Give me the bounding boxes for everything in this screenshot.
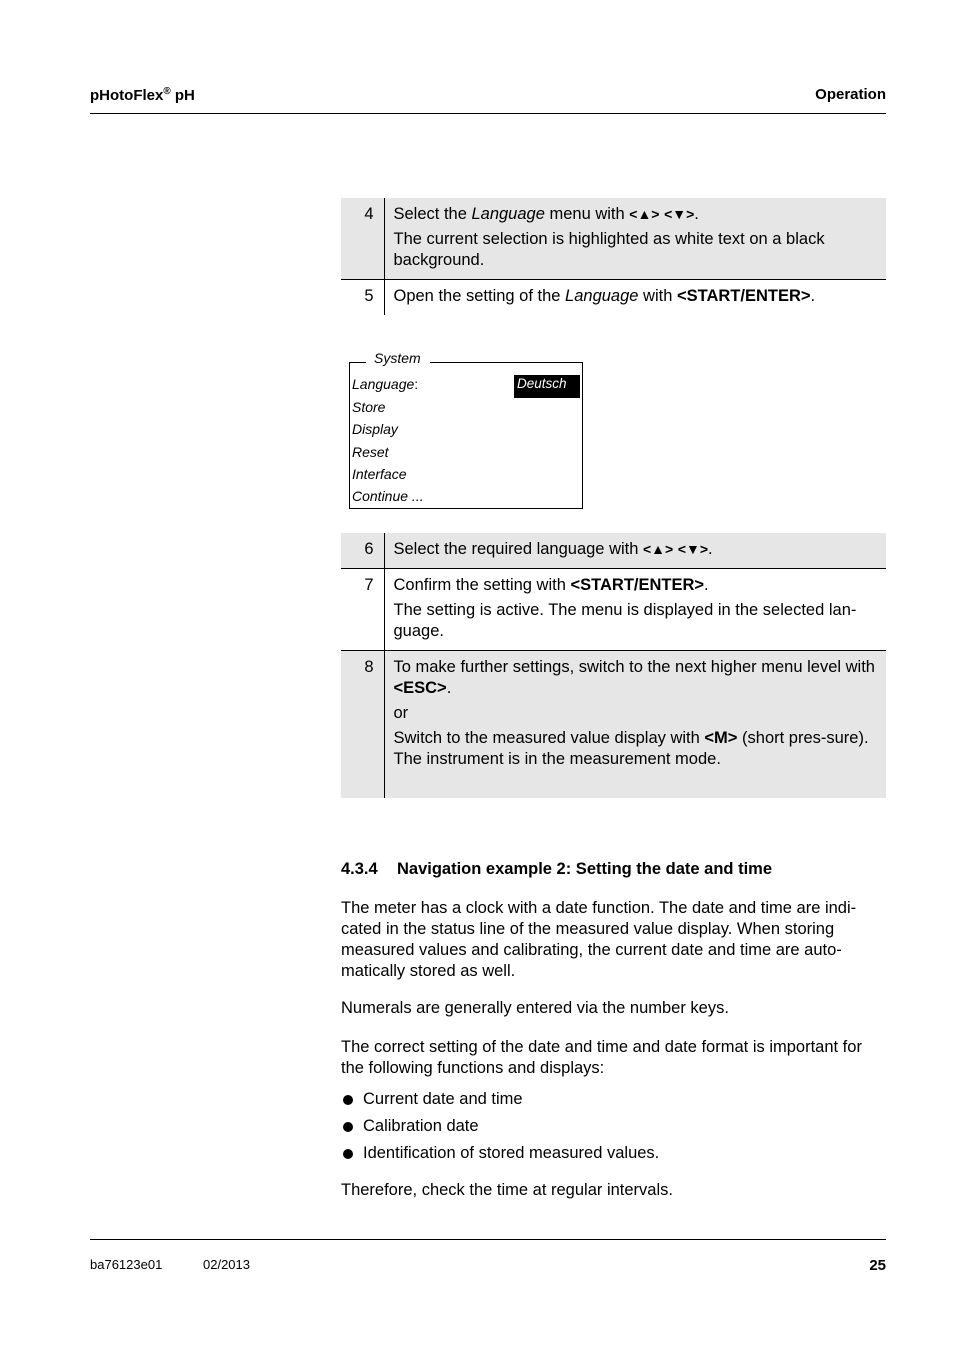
step-text: Select the Language menu with <▲> <▼>. The current selection is highlighted as white text on a black background. <box>384 198 886 280</box>
step-row <box>341 280 886 316</box>
start-enter-key: <START/ENTER> <box>570 576 705 594</box>
header-brand: pHotoFlex® pH <box>90 86 195 104</box>
step-text: Confirm the setting with <START/ENTER>. The setting is active. The menu is displayed in the selected lan-guage. <box>384 569 886 651</box>
footer-doc-id: ba76123e01 <box>90 1257 163 1272</box>
language-value-highlight: Deutsch <box>514 375 580 398</box>
system-menu-display <box>349 350 583 509</box>
step-row <box>341 533 886 569</box>
page-number: 25 <box>869 1257 886 1274</box>
step-number: 4 <box>341 198 384 280</box>
step-number: 5 <box>341 280 384 316</box>
paragraph-clock: The meter has a clock with a date function. The date and time are indi-cated in the status line of the measured value display. When storing measured values and calibrating, the current date and time are auto-matically stored as well. <box>341 899 857 980</box>
menu-item-continue: Continue ... <box>352 488 424 504</box>
step-text: Select the required language with <▲> <▼>. <box>384 533 886 569</box>
esc-key: <ESC> <box>393 679 447 697</box>
list-item: Calibration date <box>341 1113 659 1140</box>
paragraph-numerals: Numerals are generally entered via the number keys. <box>341 999 729 1017</box>
down-arrow-key: <▼> <box>664 206 695 222</box>
step-text: To make further settings, switch to the next higher menu level with <ESC>. or Switch to the measured value display with <M> (short pres-sure). The instrument is in the measurement mode. <box>384 651 886 798</box>
footer-rule <box>90 1239 886 1240</box>
menu-item-interface: Interface <box>352 466 407 482</box>
m-key: <M> <box>704 729 738 747</box>
section-heading: 4.3.4 Navigation example 2: Setting the date and time <box>341 860 772 878</box>
steps-table-1 <box>341 198 886 315</box>
menu-item-language: Language: <box>352 376 419 392</box>
up-arrow-key: <▲> <box>629 206 660 222</box>
function-list <box>341 1086 659 1167</box>
list-item: Identification of stored measured values. <box>341 1140 659 1167</box>
step-number: 8 <box>341 651 384 798</box>
steps-table-2 <box>341 533 886 798</box>
step-number: 7 <box>341 569 384 651</box>
start-enter-key: <START/ENTER> <box>676 287 811 305</box>
header-rule <box>90 113 886 114</box>
menu-item-store: Store <box>352 399 386 415</box>
paragraph-importance: The correct setting of the date and time and date format is important for the following functions and displays: <box>341 1038 862 1077</box>
step-row <box>341 569 886 651</box>
step-row <box>341 198 886 280</box>
step-row <box>341 651 886 798</box>
header-section: Operation <box>815 86 886 103</box>
footer-date: 02/2013 <box>203 1257 250 1272</box>
list-item: Current date and time <box>341 1086 659 1113</box>
step-text: Open the setting of the Language with <START/ENTER>. <box>384 280 886 316</box>
paragraph-closing: Therefore, check the time at regular intervals. <box>341 1181 673 1199</box>
display-title: System <box>366 350 430 366</box>
menu-item-reset: Reset <box>352 444 389 460</box>
menu-item-display: Display <box>352 421 398 437</box>
down-arrow-key: <▼> <box>677 541 709 557</box>
step-number: 6 <box>341 533 384 569</box>
up-arrow-key: <▲> <box>643 541 674 557</box>
